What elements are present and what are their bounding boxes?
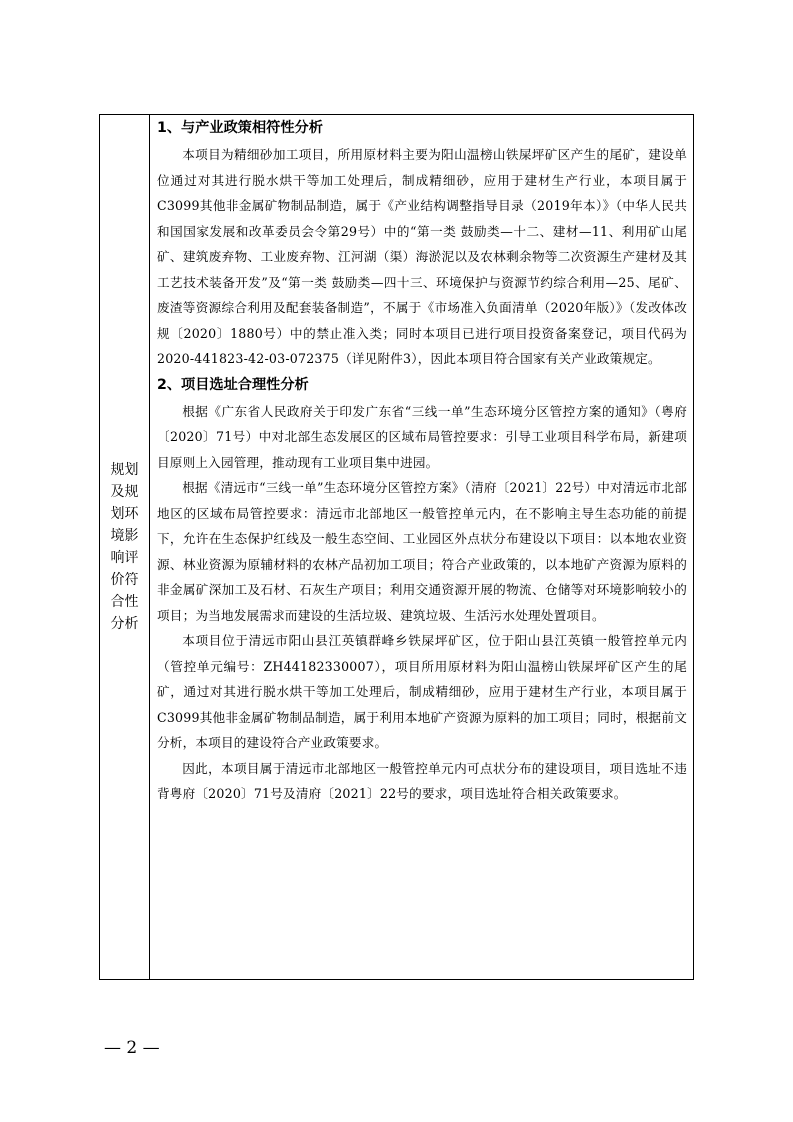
section-1-heading: 1、与产业政策相符性分析	[157, 120, 323, 136]
content-cell	[150, 115, 693, 979]
page-number: — 2 —	[104, 1038, 160, 1058]
assessment-table	[99, 114, 694, 980]
section-2-paragraph-3: 本项目位于清远市阳山县江英镇群峰乡铁屎坪矿区，位于阳山县江英镇一般管控单元内（管控单元编号：ZH44182330007），项目所用原材料为阳山温榜山铁屎坪矿区产生的尾矿，通过对其进行脱水烘干等加工处理后，制成精细砂，应用于建材生产行业，本项目属于C3099其他非金属矿物制品制造，属于利用本地矿产资源为原料的加工项目；同时，根据前文分析，本项目的建设符合产业政策要求。	[157, 633, 687, 750]
section-2-paragraph-1: 根据《广东省人民政府关于印发广东省“三线一单”生态环境分区管控方案的通知》（粤府〔2020〕71号）中对北部生态发展区的区域布局管控要求：引导工业项目科学布局，新建项目原则上入园管理，推动现有工业项目集中进园。	[157, 403, 687, 470]
section-1-paragraph: 本项目为精细砂加工项目，所用原材料主要为阳山温榜山铁屎坪矿区产生的尾矿，建设单位通过对其进行脱水烘干等加工处理后，制成精细砂，应用于建材生产行业，本项目属于C3099其他非金属矿物制品制造，属于《产业结构调整指导目录（2019年本）》（中华人民共和国国家发展和改革委员会令第29号）中的“第一类 鼓励类—十二、建材—11、利用矿山尾矿、建筑废弃物、工业废弃物、江河湖（渠）海淤泥以及农林剩余物等二次资源生产建材及其工艺技术装备开发”及“第一类 鼓励类—四十三、环境保护与资源节约综合利用—25、尾矿、废渣等资源综合利用及配套装备制造”，不属于《市场准入负面清单（2020年版）》（发改体改规〔2020〕1880号）中的禁止准入类；同时本项目已进行项目投资备案登记，项目代码为2020-441823-42-03-072375（详见附件3），因此本项目符合国家有关产业政策规定。	[157, 147, 687, 366]
section-2-paragraph-4: 因此，本项目属于清远市北部地区一般管控单元内可点状分布的建设项目，项目选址不违背粤府〔2020〕71号及清府〔2021〕22号的要求，项目选址符合相关政策要求。	[157, 760, 687, 801]
section-2-heading: 2、项目选址合理性分析	[157, 376, 309, 393]
row-label-cell	[100, 115, 150, 979]
section-2-paragraph-2: 根据《清远市“三线一单”生态环境分区管控方案》（清府〔2021〕22号）中对清远市北部地区的区域布局管控要求：清远市北部地区一般管控单元内，在不影响主导生态功能的前提下，允许在生态保护红线及一般生态空间、工业园区外点状分布建设以下项目：以本地农业资源、林业资源为原辅材料的农林产品初加工项目；符合产业政策的，以本地矿产资源为原料的非金属矿深加工及石材、石灰生产项目；利用交通资源开展的物流、仓储等对环境影响较小的项目；为当地发展需求而建设的生活垃圾、建筑垃圾、生活污水处理处置项目。	[157, 480, 687, 623]
row-label: 规划及规划环境影响评价符合性分析	[110, 462, 139, 632]
